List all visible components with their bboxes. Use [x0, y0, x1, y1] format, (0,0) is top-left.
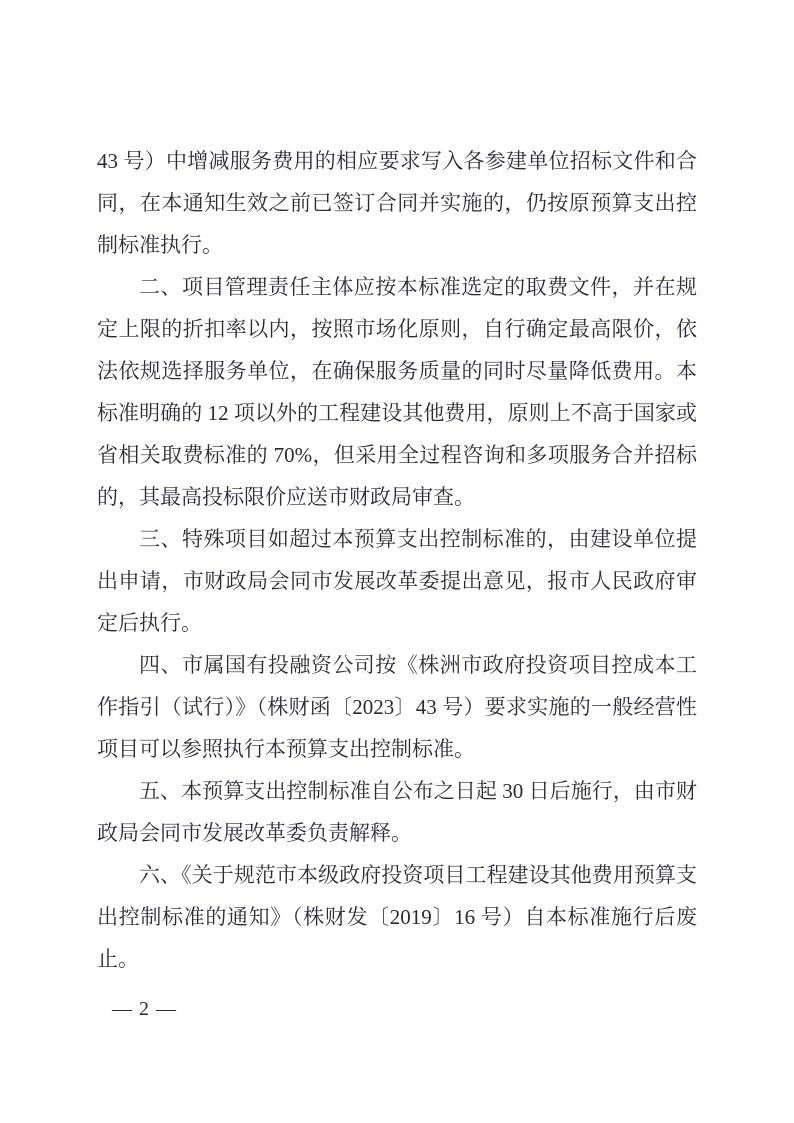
paragraph-item-6: 六、《关于规范市本级政府投资项目工程建设其他费用预算支出控制标准的通知》（株财发〔2019〕16 号）自本标准施行后废止。	[97, 863, 697, 971]
paragraph-continuation: 43 号）中增减服务费用的相应要求写入各参建单位招标文件和合同，在本通知生效之前已签订合同并实施的，仍按原预算支出控制标准执行。	[97, 149, 697, 257]
paragraph-item-3: 三、特殊项目如超过本预算支出控制标准的，由建设单位提出申请，市财政局会同市发展改革委提出意见，报市人民政府审定后执行。	[97, 527, 697, 635]
paragraph-item-5: 五、本预算支出控制标准自公布之日起 30 日后施行，由市财政局会同市发展改革委负责解释。	[97, 779, 697, 845]
document-body	[97, 140, 697, 980]
paragraph-item-4: 四、市属国有投融资公司按《株洲市政府投资项目控成本工作指引（试行）》（株财函〔2023〕43 号）要求实施的一般经营性项目可以参照执行本预算支出控制标准。	[97, 653, 697, 761]
page-footer	[112, 996, 177, 1022]
page-number: — 2 —	[112, 998, 177, 1020]
paragraph-item-2: 二、项目管理责任主体应按本标准选定的取费文件，并在规定上限的折扣率以内，按照市场化原则，自行确定最高限价，依法依规选择服务单位，在确保服务质量的同时尽量降低费用。本标准明确的 12 项以外的工程建设其他费用，原则上不高于国家或省相关取费标准的 70%，但采用全过程咨询和多项服务合并招标的，其最高投标限价应送市财政局审查。	[97, 275, 697, 509]
